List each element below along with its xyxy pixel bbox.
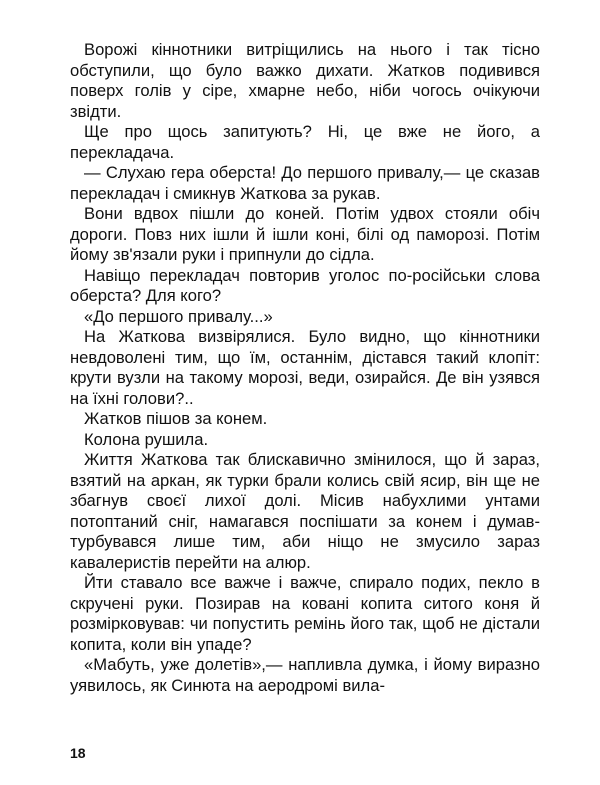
paragraph: Жатков пішов за конем. <box>84 409 268 428</box>
page-number: 18 <box>70 745 86 761</box>
paragraph: «Мабуть, уже долетів»,— напливла думка, і йому виразно уявилось, як Синюта на аеродромі вила- <box>70 655 540 695</box>
paragraph: — Слухаю гера оберста! До першого привалу,— це сказав перекладач і смикнув Жаткова за рукав. <box>70 163 540 203</box>
paragraph: «До першого привалу...» <box>84 306 273 326</box>
paragraph: Ще про щось запитують? Ні, це вже не його, а перекладача. <box>70 122 540 162</box>
paragraph: Ворожі кіннотники витріщились на нього і так тісно обступили, що було важко дихати. Жатков подивився поверх голів у сіре, хмарне небо, ніби чогось очікуючи звідти. <box>70 40 540 121</box>
paragraph: Йти ставало все важче і важче, спирало подих, пекло в скручені руки. Позирав на ковані копита ситого коня й розмірковував: чи попустить ремінь його так, щоб не дістали копита, коли він упаде? <box>70 573 540 654</box>
paragraph: Колона рушила. <box>84 429 209 449</box>
body-text <box>70 40 540 696</box>
paragraph: Життя Жаткова так блискавично змінилося, що й зараз, взятий на аркан, як турки брали колись свій ясир, він ще не збагнув своєї лихої долі. Місив набухлими унтами потоптаний сніг, намагався поспішати за конем і думав-турбувався лише тим, аби ніщо не змусило зараз кавалеристів перейти на алюр. <box>70 450 540 572</box>
paragraph: На Жаткова визвірялися. Було видно, що кіннотники невдоволені тим, що їм, останнім, дістався такий клопіт: крути вузли на такому морозі, веди, озирайся. Де він узявся на їхні голови?.. <box>70 327 540 408</box>
paragraph: Навіщо перекладач повторив уголос по-російськи слова оберста? Для кого? <box>70 265 540 305</box>
paragraph: Вони вдвох пішли до коней. Потім удвох стояли обіч дороги. Повз них ішли й ішли коні, білі од паморозі. Потім йому зв'язали руки і припнули до сідла. <box>70 204 540 264</box>
